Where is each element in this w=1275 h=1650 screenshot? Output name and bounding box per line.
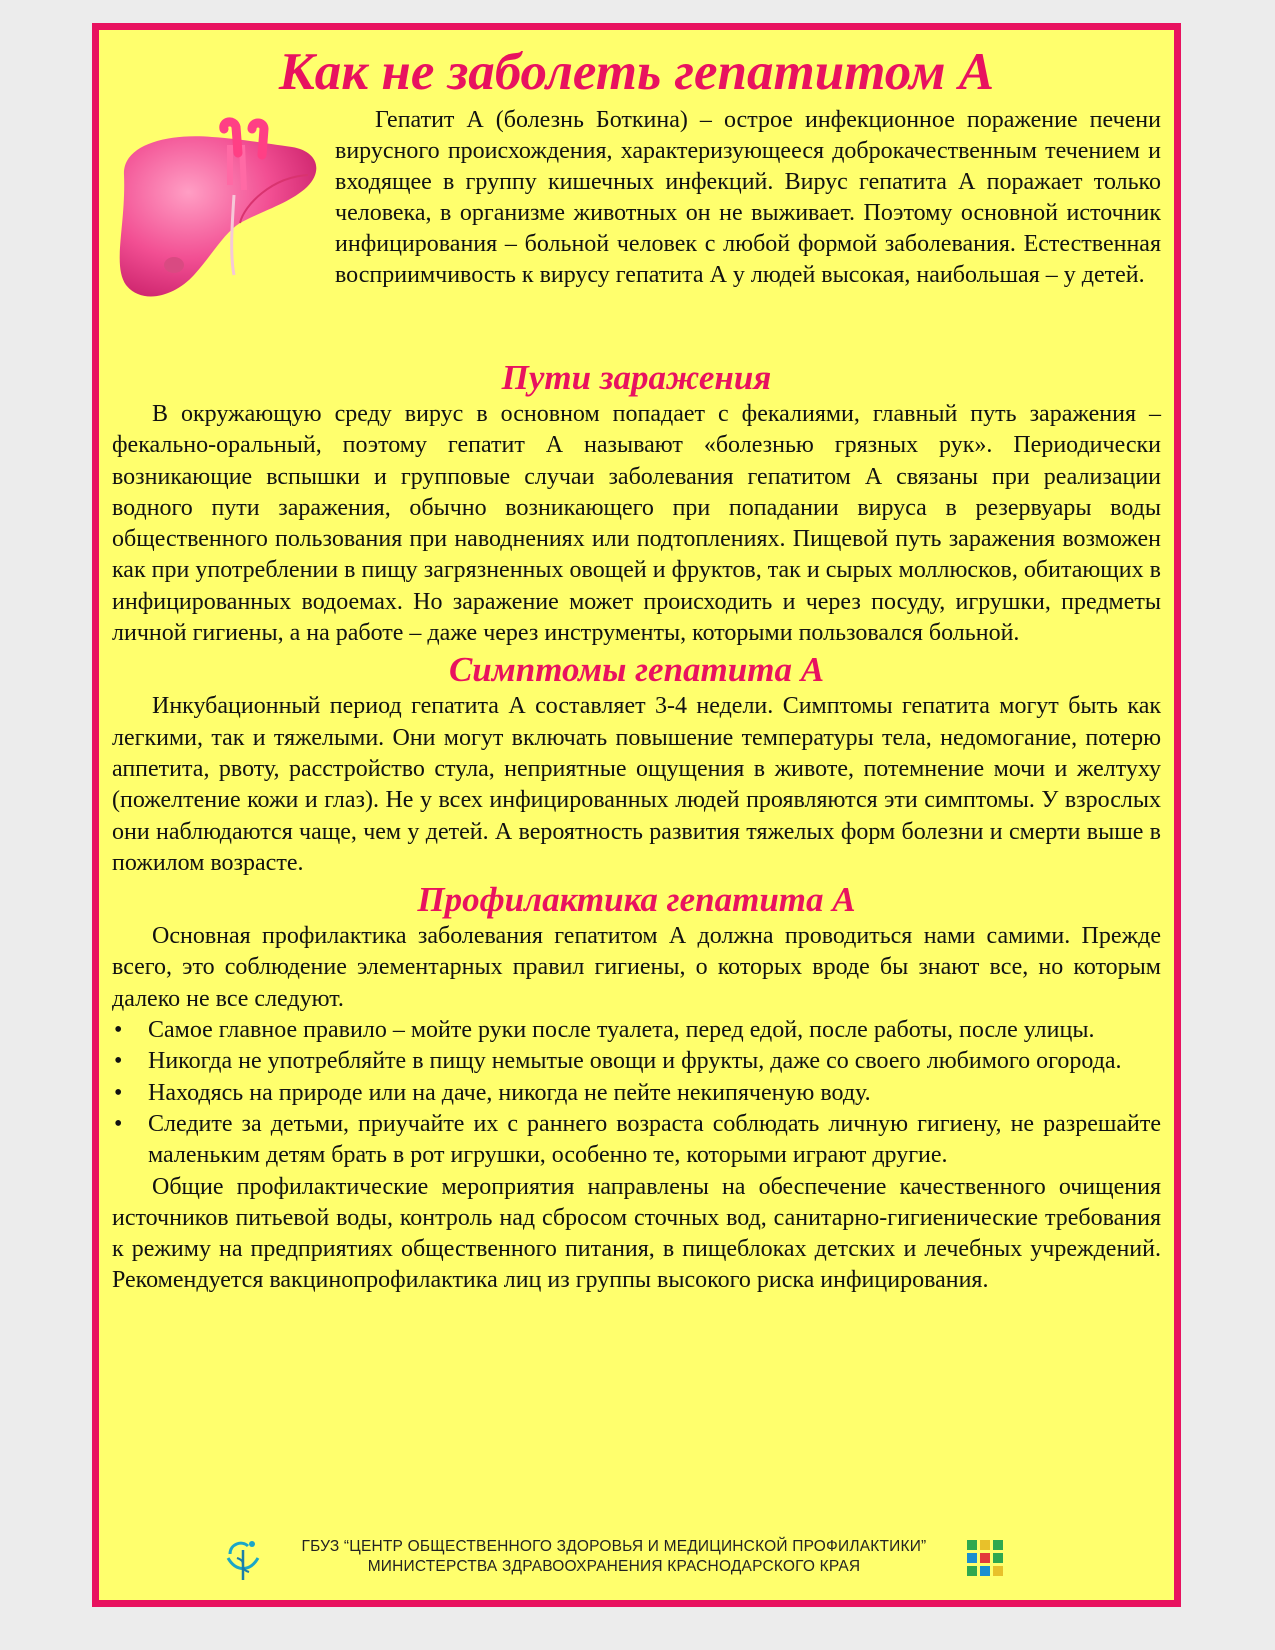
heading-symptoms: Симптомы гепатита А	[448, 650, 825, 690]
intro-paragraph: Гепатит А (болезнь Боткина) – острое инфекционное поражение печени вирусного происхождения, характеризующееся доброкачественным течением и входящее в группу кишечных инфекций. Вирус гепатита А поражает только человека, в организме животных он не выживает. Поэтому основной источник инфицирования – больной человек с любой формой заболевания. Естественная восприимчивость к вирусу гепатита А у людей высокая, наибольшая – у детей.	[335, 107, 1161, 288]
bullet-icon: •	[114, 1048, 123, 1075]
list-item	[112, 1015, 1161, 1046]
footer	[99, 1532, 1174, 1582]
caduceus-logo-icon	[222, 1536, 264, 1582]
list-item	[112, 1078, 1161, 1109]
liver-icon	[112, 115, 327, 310]
bullet-icon: •	[114, 1017, 123, 1044]
list-item	[112, 1109, 1161, 1172]
bullet-icon: •	[114, 1079, 123, 1106]
transmission-paragraph: В окружающую среду вирус в основном попадает с фекалиями, главный путь заражения – фекально-оральный, поэтому гепатит А называют «болезнью грязных рук». Периодически возникающие вспышки и групповые случаи заболевания гепатитом А связаны при реализации водного пути заражения, обычно возникающего при попадании вируса в резервуары воды общественного пользования при наводнениях или подтоплениях. Пищевой путь заражения возможен как при употреблении в пищу загрязненных овощей и фруктов, так и сырых моллюсков, обитающих в инфицированных водоемах. Но заражение может происходить и через посуду, игрушки, предметы личной гигиены, а на работе – даже через инструменты, которыми пользовался больной.	[112, 401, 1161, 647]
intro-block	[112, 105, 1161, 357]
heading-prevention: Профилактика гепатита А	[417, 880, 856, 920]
poster	[92, 23, 1181, 1607]
heading-transmission: Пути заражения	[501, 358, 772, 397]
poster-content	[112, 42, 1161, 1297]
page-title: Как не заболеть гепатитом А	[278, 43, 995, 101]
prevention-paragraph: Основная профилактика заболевания гепатитом А должна проводиться нами самими. Прежде всего, это соблюдение элементарных правил гигиены, о которых вроде бы знают все, но которым далеко не все следуют.	[112, 923, 1161, 1012]
footer-organization	[269, 1537, 959, 1577]
health-center-logo-icon	[965, 1538, 1005, 1578]
rule-text: Никогда не употребляйте в пищу немытые овощи и фрукты, даже со своего любимого огорода.	[148, 1048, 1122, 1075]
prevention-rules-list	[112, 1015, 1161, 1171]
list-item	[112, 1046, 1161, 1077]
rule-text: Находясь на природе или на даче, никогда не пейте некипяченую воду.	[148, 1079, 871, 1106]
bullet-icon: •	[114, 1110, 123, 1137]
rule-text: Самое главное правило – мойте руки после туалета, перед едой, после работы, после улицы.	[148, 1017, 1095, 1044]
footer-line-1: ГБУЗ “ЦЕНТР ОБЩЕСТВЕННОГО ЗДОРОВЬЯ И МЕДИЦИНСКОЙ ПРОФИЛАКТИКИ”	[301, 1538, 927, 1555]
symptoms-paragraph: Инкубационный период гепатита А составляет 3-4 недели. Симптомы гепатита могут быть как легкими, так и тяжелыми. Они могут включать повышение температуры тела, недомогание, потерю аппетита, рвоту, расстройство стула, неприятные ощущения в животе, потемнение мочи и желтуху (пожелтение кожи и глаз). Не у всех инфицированных людей проявляются эти симптомы. У взрослых они наблюдаются чаще, чем у детей. А вероятность развития тяжелых форм болезни и смерти выше в пожилом возрасте.	[112, 693, 1161, 876]
rule-text: Следите за детьми, приучайте их с раннего возраста соблюдать личную гигиену, не разрешайте маленьким детям брать в рот игрушки, особенно те, которыми играют другие.	[148, 1110, 1161, 1169]
footer-line-2: МИНИСТЕРСТВА ЗДРАВООХРАНЕНИЯ КРАСНОДАРСКОГО КРАЯ	[367, 1558, 861, 1575]
closing-paragraph: Общие профилактические мероприятия направлены на обеспечение качественного очищения источников питьевой воды, контроль над сбросом сточных вод, санитарно-гигиенические требования к режиму на предприятиях общественного питания, в пищеблоках детских и лечебных учреждений. Рекомендуется вакцинопрофилактика лиц из группы высокого риска инфицирования.	[112, 1173, 1161, 1294]
